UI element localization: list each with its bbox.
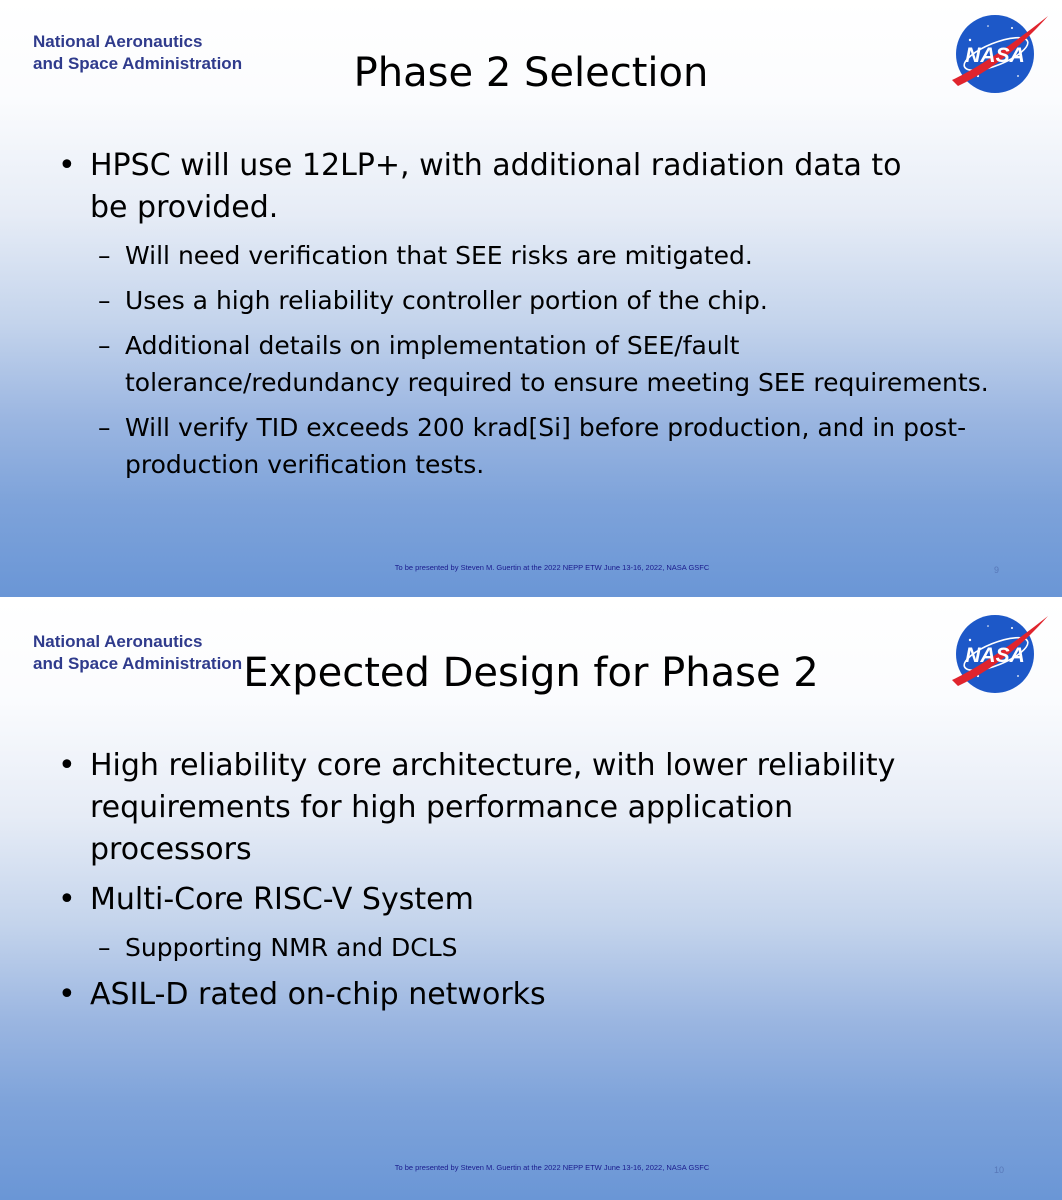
bullet-marker: • xyxy=(58,977,76,1012)
bullet-marker: • xyxy=(58,148,76,183)
sub-bullet-text: Supporting NMR and DCLS xyxy=(125,933,458,962)
sub-bullet-text: Will verify TID exceeds 200 krad[Si] before production, and in post-production verification tests. xyxy=(125,413,967,479)
bullet-marker: • xyxy=(58,882,76,917)
sub-bullet-item xyxy=(0,237,1062,274)
slide-expected-design xyxy=(0,600,1062,1200)
slide-title: Expected Design for Phase 2 xyxy=(243,650,819,696)
bullet-item xyxy=(0,974,1062,1016)
dash-marker: – xyxy=(98,933,111,962)
dash-marker: – xyxy=(98,241,111,270)
bullet-item xyxy=(0,745,1062,871)
dash-marker: – xyxy=(98,286,111,315)
slide-footer xyxy=(0,1163,1062,1172)
agency-line-2: and Space Administration xyxy=(33,54,243,73)
bullet-list xyxy=(0,745,1062,1024)
dash-marker: – xyxy=(98,413,111,442)
bullet-marker: • xyxy=(58,748,76,783)
agency-line-2: and Space Administration xyxy=(33,654,243,673)
bullet-text: ASIL-D rated on-chip networks xyxy=(90,977,546,1012)
sub-bullet-item xyxy=(0,282,1062,319)
bullet-text: High reliability core architecture, with lower reliability requirements for high performance application processors xyxy=(90,748,896,867)
footer-text: To be presented by Steven M. Guertin at the 2022 NEPP ETW June 13-16, 2022, NASA GSFC xyxy=(394,1163,710,1172)
sub-bullet-text: Uses a high reliability controller portion of the chip. xyxy=(125,286,768,315)
bullet-text: HPSC will use 12LP+, with additional radiation data to be provided. xyxy=(90,148,902,225)
page-number: 9 xyxy=(994,565,1000,575)
sub-bullet-item xyxy=(0,327,1062,401)
logo-text: NASA xyxy=(965,44,1025,67)
sub-bullet-text: Will need verification that SEE risks are mitigated. xyxy=(125,241,753,270)
logo-text: NASA xyxy=(965,644,1025,667)
sub-bullet-item xyxy=(0,929,1062,966)
slide-phase-2-selection xyxy=(0,0,1062,597)
bullet-item xyxy=(0,879,1062,921)
slide-footer xyxy=(0,563,1062,572)
agency-line-1: National Aeronautics xyxy=(33,632,203,651)
slide-title: Phase 2 Selection xyxy=(353,50,709,96)
bullet-item xyxy=(0,145,1062,229)
agency-line-1: National Aeronautics xyxy=(33,32,203,51)
sub-bullet-text: Additional details on implementation of SEE/fault tolerance/redundancy required to ensure meeting SEE requirements. xyxy=(125,331,989,397)
bullet-text: Multi-Core RISC-V System xyxy=(90,882,474,917)
bullet-list xyxy=(0,145,1062,491)
footer-text: To be presented by Steven M. Guertin at the 2022 NEPP ETW June 13-16, 2022, NASA GSFC xyxy=(394,563,710,572)
page-number: 10 xyxy=(994,1165,1005,1175)
dash-marker: – xyxy=(98,331,111,360)
sub-bullet-item xyxy=(0,409,1062,483)
